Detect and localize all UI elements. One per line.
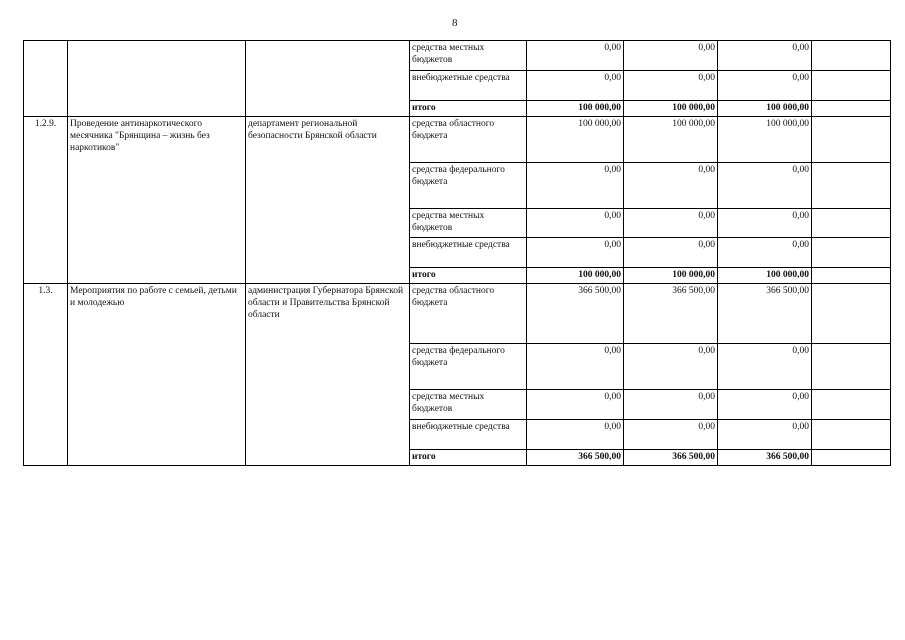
value-cell: 0,00 [718, 209, 812, 238]
source-cell: итого [410, 101, 527, 117]
source-cell: средства местных бюджетов [410, 209, 527, 238]
source-cell: средства местных бюджетов [410, 41, 527, 71]
source-cell: внебюджетные средства [410, 71, 527, 101]
source-cell: итого [410, 450, 527, 466]
code-cell: 1.3. [24, 284, 68, 466]
value-cell: 0,00 [527, 41, 624, 71]
value-cell: 0,00 [624, 41, 718, 71]
value-cell: 366 500,00 [527, 284, 624, 344]
value-cell: 0,00 [624, 71, 718, 101]
executor-cell [246, 41, 410, 117]
value-cell: 366 500,00 [718, 450, 812, 466]
empty-cell [812, 101, 891, 117]
value-cell: 366 500,00 [624, 284, 718, 344]
value-cell: 0,00 [624, 420, 718, 450]
value-cell: 0,00 [527, 420, 624, 450]
value-cell: 0,00 [527, 390, 624, 420]
name-cell [68, 41, 246, 117]
value-cell: 366 500,00 [718, 284, 812, 344]
value-cell: 100 000,00 [718, 268, 812, 284]
value-cell: 0,00 [624, 209, 718, 238]
value-cell: 0,00 [527, 238, 624, 268]
empty-cell [812, 117, 891, 163]
value-cell: 100 000,00 [624, 101, 718, 117]
value-cell: 0,00 [624, 238, 718, 268]
value-cell: 0,00 [527, 209, 624, 238]
empty-cell [812, 450, 891, 466]
page-number: 8 [452, 17, 458, 29]
empty-cell [812, 420, 891, 450]
value-cell: 0,00 [527, 163, 624, 209]
empty-cell [812, 268, 891, 284]
name-cell: Мероприятия по работе с семьей, детьми и молодежью [68, 284, 246, 466]
value-cell: 0,00 [718, 163, 812, 209]
empty-cell [812, 41, 891, 71]
value-cell: 0,00 [718, 238, 812, 268]
code-cell: 1.2.9. [24, 117, 68, 284]
value-cell: 0,00 [718, 344, 812, 390]
empty-cell [812, 344, 891, 390]
value-cell: 0,00 [624, 344, 718, 390]
executor-cell: администрация Губернатора Брянской области и Правительства Брянской области [246, 284, 410, 466]
value-cell: 0,00 [624, 390, 718, 420]
value-cell: 0,00 [624, 163, 718, 209]
value-cell: 0,00 [718, 420, 812, 450]
value-cell: 100 000,00 [718, 117, 812, 163]
executor-cell: департамент региональной безопасности Брянской области [246, 117, 410, 284]
value-cell: 366 500,00 [624, 450, 718, 466]
value-cell: 0,00 [718, 71, 812, 101]
table-row [24, 117, 891, 163]
empty-cell [812, 238, 891, 268]
value-cell: 366 500,00 [527, 450, 624, 466]
source-cell: средства федерального бюджета [410, 163, 527, 209]
empty-cell [812, 71, 891, 101]
value-cell: 0,00 [527, 344, 624, 390]
source-cell: внебюджетные средства [410, 238, 527, 268]
value-cell: 100 000,00 [624, 268, 718, 284]
value-cell: 0,00 [718, 41, 812, 71]
value-cell: 0,00 [718, 390, 812, 420]
source-cell: итого [410, 268, 527, 284]
name-cell: Проведение антинаркотического месячника "Брянщина – жизнь без наркотиков" [68, 117, 246, 284]
value-cell: 100 000,00 [527, 268, 624, 284]
table-row [24, 284, 891, 344]
source-cell: внебюджетные средства [410, 420, 527, 450]
value-cell: 100 000,00 [624, 117, 718, 163]
source-cell: средства областного бюджета [410, 284, 527, 344]
source-cell: средства областного бюджета [410, 117, 527, 163]
empty-cell [812, 390, 891, 420]
source-cell: средства федерального бюджета [410, 344, 527, 390]
budget-table [23, 40, 891, 466]
table-row [24, 41, 891, 71]
value-cell: 0,00 [527, 71, 624, 101]
value-cell: 100 000,00 [527, 117, 624, 163]
value-cell: 100 000,00 [718, 101, 812, 117]
code-cell [24, 41, 68, 117]
value-cell: 100 000,00 [527, 101, 624, 117]
empty-cell [812, 209, 891, 238]
empty-cell [812, 163, 891, 209]
empty-cell [812, 284, 891, 344]
source-cell: средства местных бюджетов [410, 390, 527, 420]
